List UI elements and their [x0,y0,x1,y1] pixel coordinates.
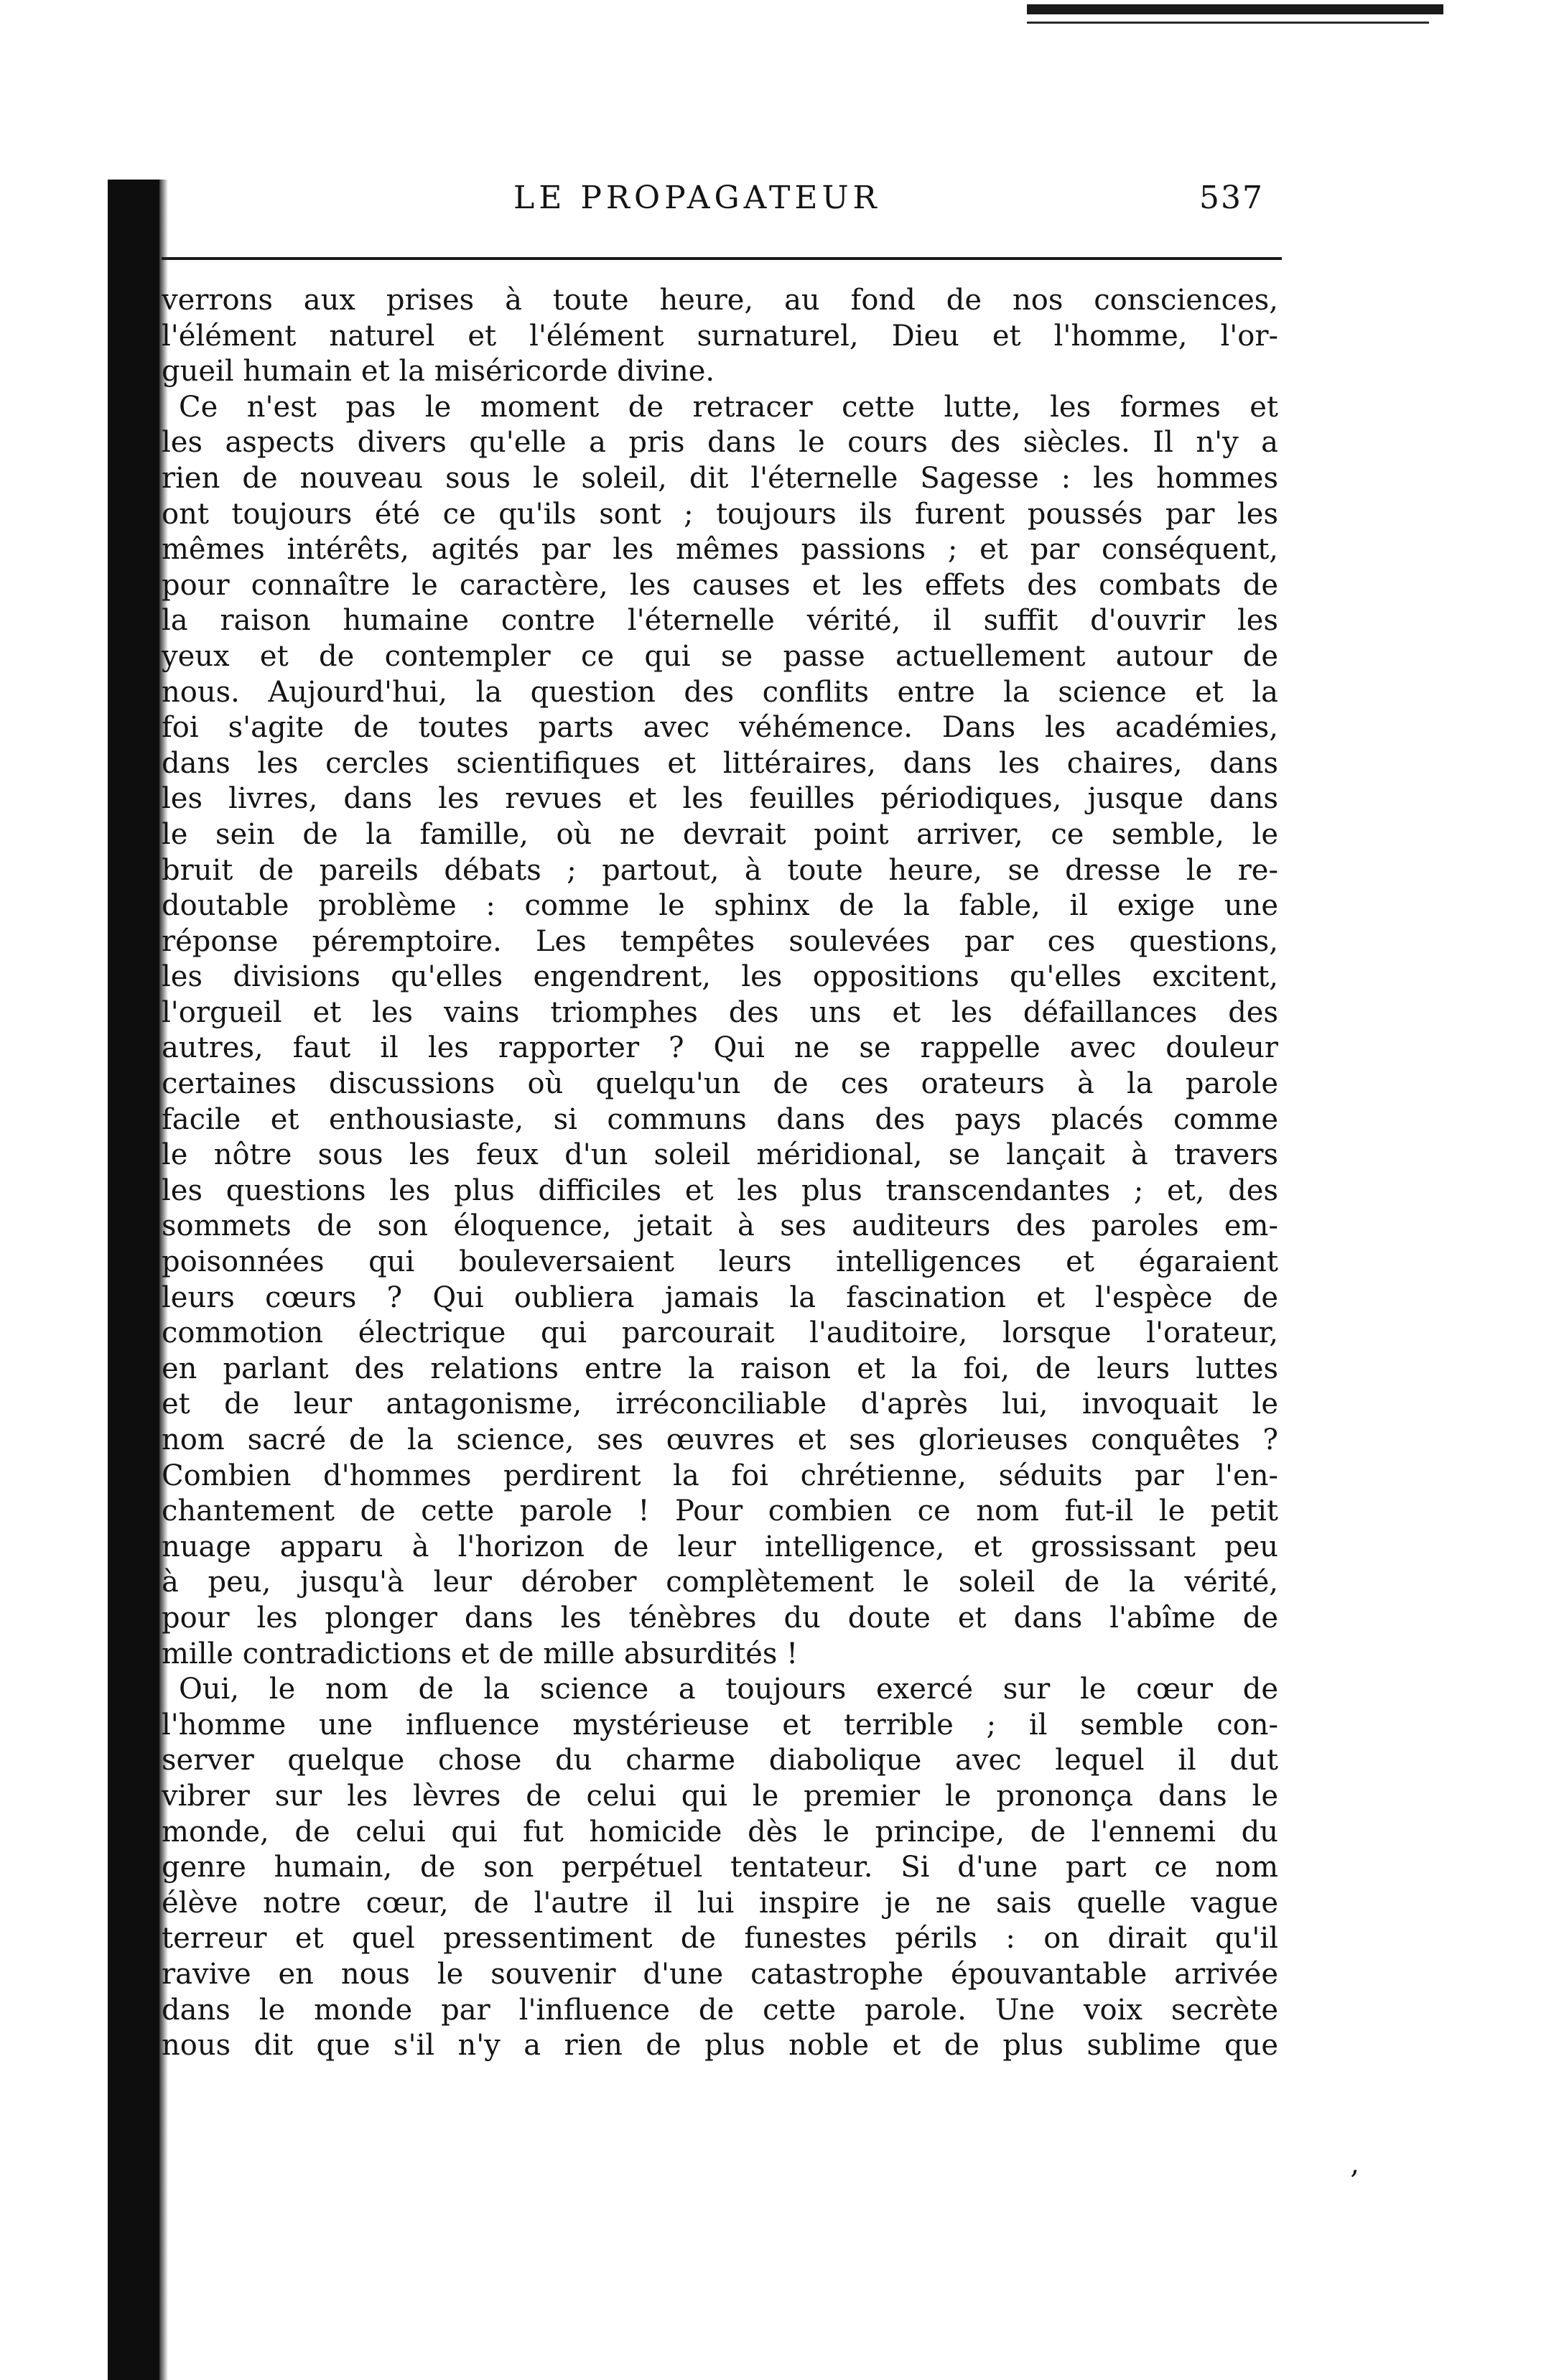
text-line: autres, faut il les rapporter ? Qui ne se rappelle avec douleur [162,1031,1278,1065]
text-line: leurs cœurs ? Qui oubliera jamais la fascination et l'espèce de [162,1280,1278,1314]
text-line: commotion électrique qui parcourait l'auditoire, lorsque l'orateur, [162,1316,1278,1350]
text-line: les aspects divers qu'elle a pris dans le cours des siècles. Il n'y a [162,426,1278,460]
text-line: doutable problème : comme le sphinx de la fable, il exige une [162,889,1278,923]
text-line: yeux et de contempler ce qui se passe actuellement autour de [162,639,1278,673]
text-line: mêmes intérêts, agités par les mêmes passions ; et par conséquent, [162,533,1278,567]
text-line: nous dit que s'il n'y a rien de plus noble et de plus sublime que [162,2029,1278,2063]
text-line: certaines discussions où quelqu'un de ces orateurs à la parole [162,1067,1278,1101]
text-line: verrons aux prises à toute heure, au fond de nos consciences, [162,284,1278,317]
top-edge-rule [1027,4,1443,14]
text-line: à peu, jusqu'à leur dérober complètement le soleil de la vérité, [162,1566,1278,1599]
text-line: vibrer sur les lèvres de celui qui le premier le prononça dans le [162,1779,1278,1813]
text-line: gueil humain et la miséricorde divine. [162,355,715,389]
text-line: pour les plonger dans les ténèbres du doute et dans l'abîme de [162,1601,1278,1635]
text-line: Oui, le nom de la science a toujours exercé sur le cœur de [179,1673,1278,1706]
text-line: chantement de cette parole ! Pour combien ce nom fut-il le petit [162,1495,1278,1528]
text-line: rien de nouveau sous le soleil, dit l'éternelle Sagesse : les hommes [162,461,1278,495]
text-line: les livres, dans les revues et les feuilles périodiques, jusque dans [162,782,1278,816]
running-head [162,180,1278,223]
text-line: terreur et quel pressentiment de funestes périls : on dirait qu'il [162,1922,1278,1956]
text-line: dans les cercles scientifiques et littéraires, dans les chaires, dans [162,746,1278,780]
text-line: réponse péremptoire. Les tempêtes soulevées par ces questions, [162,924,1278,958]
text-line: facile et enthousiaste, si communs dans des pays placés comme [162,1102,1278,1136]
text-line: sommets de son éloquence, jetait à ses auditeurs des paroles em- [162,1209,1278,1243]
text-line: genre humain, de son perpétuel tentateur. Si d'une part ce nom [162,1851,1278,1884]
text-line: nous. Aujourd'hui, la question des conflits entre la science et la [162,675,1278,709]
text-line: foi s'agite de toutes parts avec véhémence. Dans les académies, [162,711,1278,745]
header-rule [162,257,1282,260]
text-line: nom sacré de la science, ses œuvres et ses glorieuses conquêtes ? [162,1423,1278,1456]
running-head-title: LE PROPAGATEUR [513,180,881,216]
text-line: l'orgueil et les vains triomphes des uns et les défaillances des [162,995,1278,1029]
text-line: l'homme une influence mystérieuse et terrible ; il semble con- [162,1708,1278,1742]
body-text [162,283,1278,2064]
scan-binding-edge [108,180,159,2380]
text-line: server quelque chose du charme diabolique avec lequel il dut [162,1744,1278,1777]
text-line: les divisions qu'elles engendrent, les oppositions qu'elles excitent, [162,960,1278,994]
text-line: mille contradictions et de mille absurdités ! [162,1637,799,1670]
text-line: ont toujours été ce qu'ils sont ; toujours ils furent poussés par les [162,497,1278,531]
text-line: ravive en nous le souvenir d'une catastrophe épouvantable arrivée [162,1957,1278,1991]
text-line: la raison humaine contre l'éternelle vérité, il suffit d'ouvrir les [162,604,1278,638]
text-line: le nôtre sous les feux d'un soleil méridional, se lançait à travers [162,1138,1278,1172]
text-line: dans le monde par l'influence de cette parole. Une voix secrète [162,1993,1278,2027]
text-line: l'élément naturel et l'élément surnaturel, Dieu et l'homme, l'or- [162,319,1278,353]
page-number: 537 [1199,180,1264,216]
text-line: poisonnées qui bouleversaient leurs intelligences et égaraient [162,1245,1278,1279]
text-line: bruit de pareils débats ; partout, à toute heure, se dresse le re- [162,853,1278,887]
text-line: en parlant des relations entre la raison et la foi, de leurs luttes [162,1352,1278,1385]
text-line: le sein de la famille, où ne devrait point arriver, ce semble, le [162,817,1278,851]
text-line: et de leur antagonisme, irréconciliable d'après lui, invoquait le [162,1387,1278,1421]
text-line: Combien d'hommes perdirent la foi chrétienne, séduits par l'en- [162,1459,1278,1492]
text-line: pour connaître le caractère, les causes et les effets des combats de [162,568,1278,602]
text-line: Ce n'est pas le moment de retracer cette lutte, les formes et [179,390,1278,424]
margin-mark: ‚ [1350,2147,1359,2180]
top-edge-thin-rule [1027,22,1429,24]
text-line: les questions les plus difficiles et les plus transcendantes ; et, des [162,1173,1278,1207]
text-line: monde, de celui qui fut homicide dès le principe, de l'ennemi du [162,1815,1278,1849]
text-line: nuage apparu à l'horizon de leur intelligence, et grossissant peu [162,1530,1278,1563]
text-line: élève notre cœur, de l'autre il lui inspire je ne sais quelle vague [162,1886,1278,1920]
